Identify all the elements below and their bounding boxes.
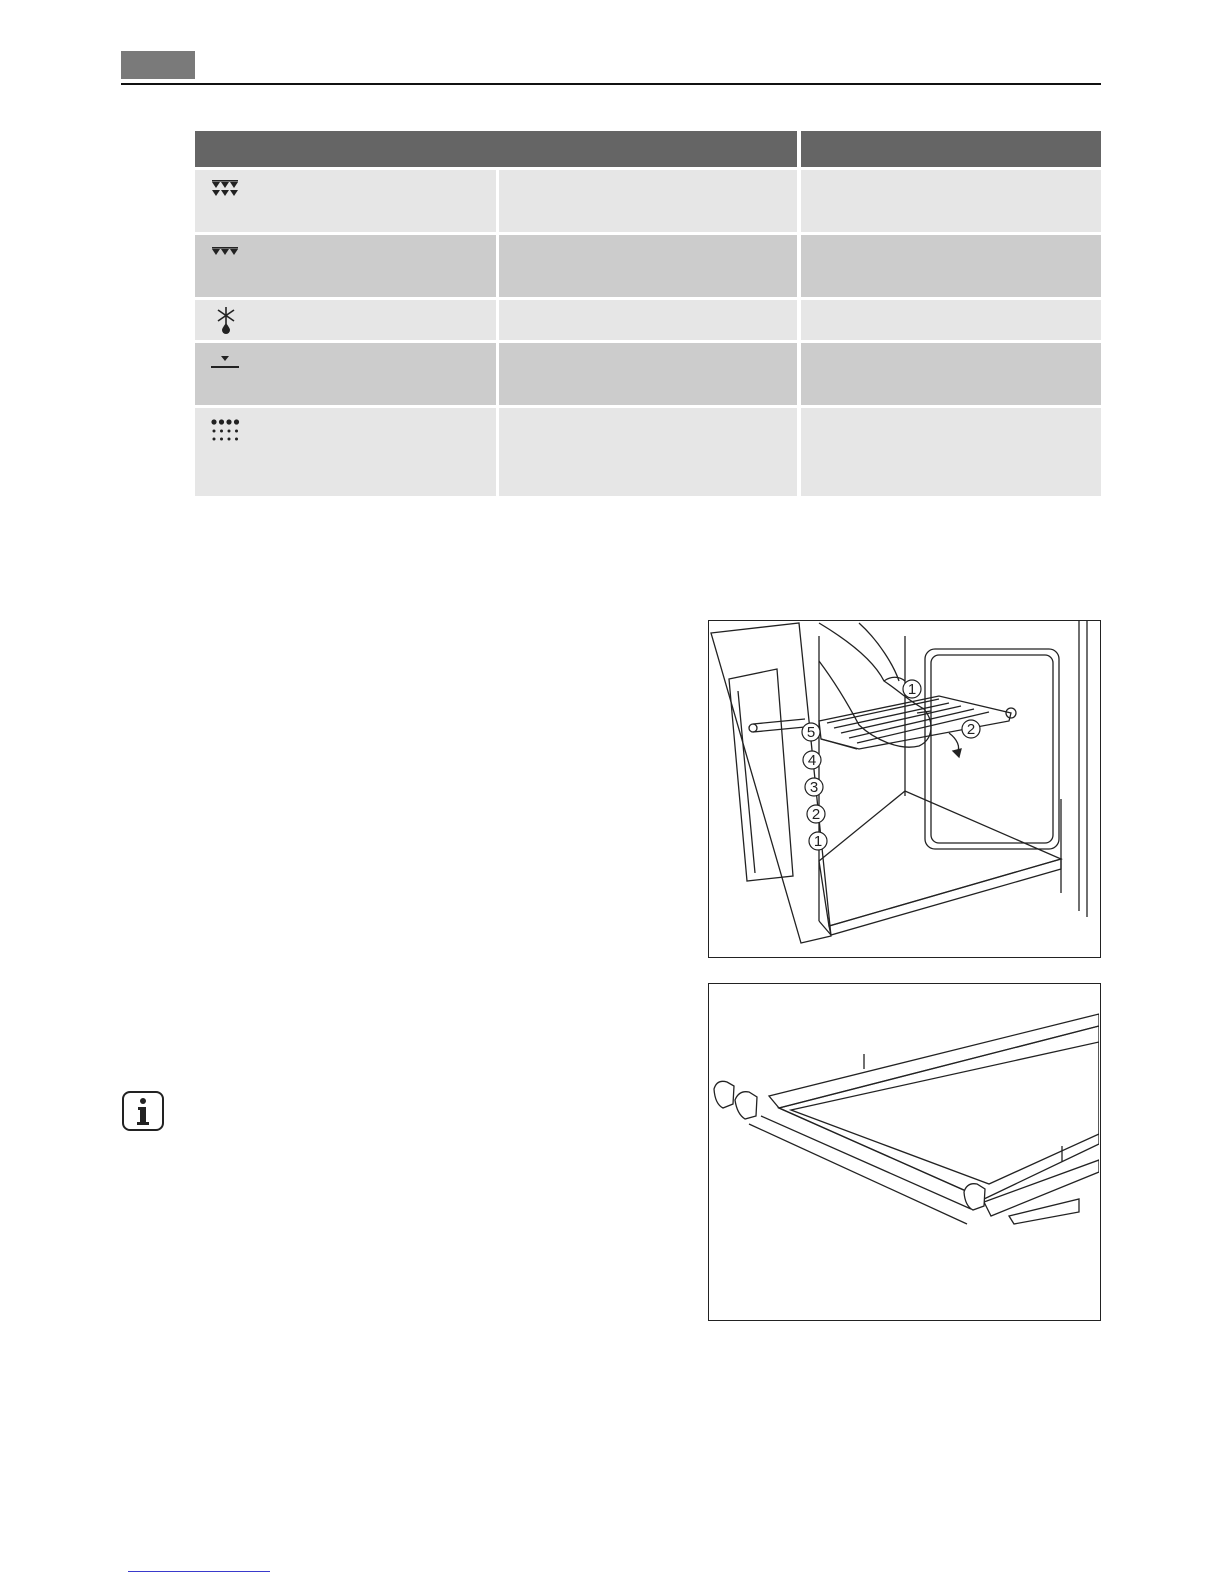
bottom-heat-icon [210,355,240,371]
info-icon [121,1090,165,1132]
table-row [195,407,1101,497]
function-use-cell [799,342,1101,407]
oven-functions-table [195,131,1101,496]
table-row [195,342,1101,407]
svg-text:4: 4 [807,752,817,769]
footer-link-underline[interactable] [128,1571,270,1572]
svg-text:1: 1 [907,681,917,698]
table-header-application [799,131,1101,169]
function-name-cell [497,234,799,299]
function-use-cell [799,234,1101,299]
shelf-level-label [802,723,820,741]
shelf-insertion-illustration [709,621,1099,956]
shelf-level-label [807,805,825,823]
top-heat-double-icon [210,180,240,202]
shelf-level-label [805,778,823,796]
function-use-cell [799,299,1101,342]
function-name-cell [497,407,799,497]
function-use-cell [799,407,1101,497]
shelf-insertion-figure [708,620,1101,958]
table-row [195,234,1101,299]
step-label [962,720,980,738]
function-name-cell [497,342,799,407]
svg-text:3: 3 [809,779,819,796]
top-heat-single-icon [210,245,240,259]
table-row [195,299,1101,342]
svg-text:1: 1 [813,833,823,850]
table-header-row [195,131,1101,169]
table-header-function [195,131,799,169]
shelf-detail-illustration [709,984,1099,1319]
function-name-cell [497,299,799,342]
header-tab [121,51,195,79]
shelf-detail-figure [708,983,1101,1321]
svg-text:5: 5 [806,724,816,741]
grill-dots-icon [210,418,240,446]
header-rule [121,83,1101,85]
defrost-icon [214,306,238,334]
table-row [195,169,1101,234]
shelf-level-label [809,832,827,850]
step-label [903,680,921,698]
svg-text:2: 2 [966,721,976,738]
function-use-cell [799,169,1101,234]
function-name-cell [497,169,799,234]
svg-text:2: 2 [811,806,821,823]
shelf-level-label [803,751,821,769]
